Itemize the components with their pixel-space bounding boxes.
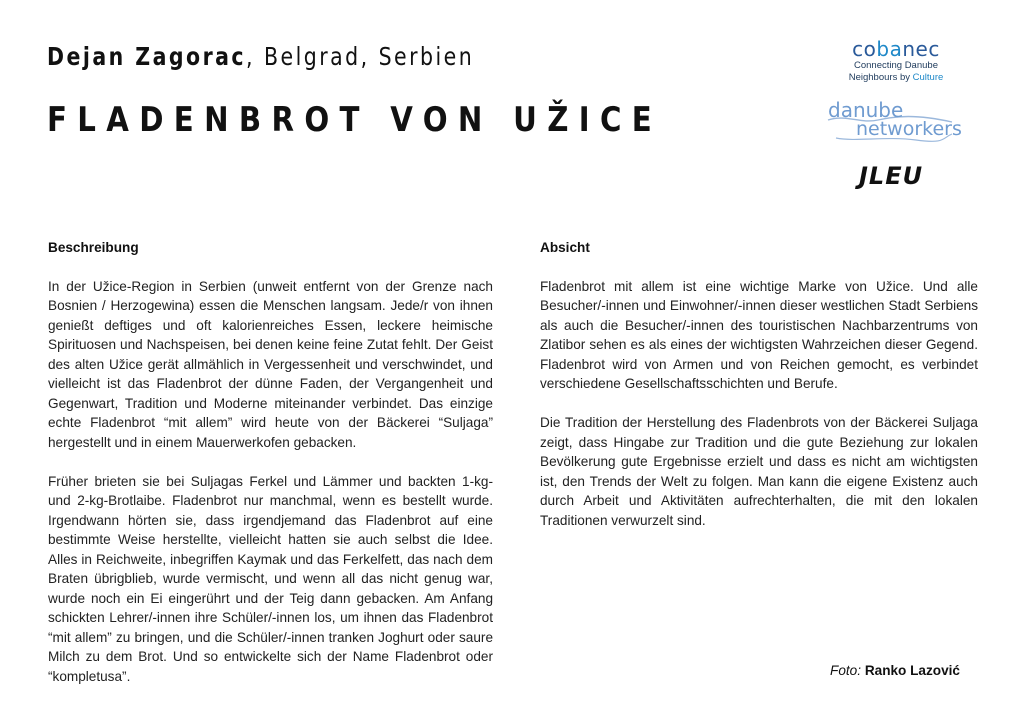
danube-networkers-logo <box>826 98 962 144</box>
description-paragraph-1: In der Užice-Region in Serbien (unweit entfernt von der Grenze nach Bosnien / Herzogewina) essen die Menschen langsam. Jede/r von ihnen genießt deftiges und oft kalorienreiches Essen, leckere heimische Spirituosen und Nachspeisen, bei denen keine feine Zutat fehlt. Der Geist des alten Užice gerät allmählich in Vergessenheit und verschwindet, und vielleicht ist das Fladenbrot der dünne Faden, der Vergangenheit und Gegenwart, Tradition und Moderne miteinander verbindet. Das einzige echte Fladenbrot “mit allem” wird heute von der Bäckerei “Suljaga” hergestellt und in einem Mauerwerkofen gebacken. <box>48 278 493 450</box>
intention-heading: Absicht <box>540 240 590 255</box>
author-location: , Belgrad, Serbien <box>246 42 475 71</box>
author-line <box>47 42 474 71</box>
intention-paragraph-2: Die Tradition der Herstellung des Fladenbrots von der Bäckerei Suljaga zeigt, dass Hingabe zur Tradition und die gute Beziehung zur lokalen Bevölkerung gute Ergebnisse erzielt und dass es nicht am wichtigsten ist, den Trends der Welt zu folgen. Man kann die eigene Existenz auch durch Arbeit und Aktivitäten aufrechterhalten, die mit den lokalen Traditionen verwurzelt sind. <box>540 415 978 528</box>
photo-credit-name: Ranko Lazović <box>864 663 960 678</box>
intention-column <box>540 238 978 550</box>
photo-credit <box>830 663 960 678</box>
danube-logo-text-1: danube <box>828 98 904 122</box>
jleu-logo: JLEU <box>859 162 924 190</box>
danube-logo-text-2: networkers <box>856 118 962 140</box>
description-column <box>48 238 493 706</box>
cobanec-logo-text-a: co <box>852 37 877 61</box>
page-title: FLADENBROT VON UŽICE <box>47 100 663 140</box>
cobanec-tagline-1: Connecting Danube <box>854 60 938 71</box>
partner-logos <box>826 37 962 198</box>
author-name: Dejan Zagorac <box>47 42 247 71</box>
cobanec-logo <box>841 38 951 84</box>
description-heading: Beschreibung <box>48 240 139 255</box>
cobanec-tagline-2b: Culture <box>912 72 944 83</box>
cobanec-tagline-2a: Neighbours by <box>848 72 913 83</box>
photo-credit-label: Foto: <box>830 663 862 678</box>
cobanec-logo-text-b: ba <box>876 37 903 61</box>
intention-paragraph-1: Fladenbrot mit allem ist eine wichtige Marke von Užice. Und alle Besucher/-innen und Einwohner/-innen dieser westlichen Stadt Serbiens als auch die Besucher/-innen des touristischen Nachbarzentrums von Zlatibor sehen es als eines der wichtigsten Wahrzeichen dieser Gegend. Fladenbrot wird von Armen und von Reichen gemocht, es verbindet verschiedene Gesellschaftsschichten und Berufe. <box>540 278 978 391</box>
description-paragraph-2: Früher brieten sie bei Suljagas Ferkel und Lämmer und backten 1-kg- und 2-kg-Brotlaibe. Fladenbrot nur manchmal, wenn es bestellt wurde. Irgendwann hörten sie, dass irgendjemand das Fladenbrot auf eine bestimmte Weise herstellte, vielleicht hatten sie auch selbst die Idee. Alles in Reichweite, inbegriffen Kaymak und das Ferkelfett, das nach dem Braten übrigblieb, wurde vermischt, und wenn all das nicht genug war, wurde noch ein Ei eingerührt und der Teig dann gebacken. Am Anfang schickten Lehrer/-innen ihre Schüler/-innen los, um ihnen das Fladenbrot “mit allem” zu bringen, und die Schüler/-innen tranken Joghurt oder saure Milch zu dem Brot. Und so entwickelte sich der Name Fladenbrot oder “kompletusa”. <box>48 473 493 684</box>
cobanec-logo-text-c: nec <box>902 37 940 61</box>
